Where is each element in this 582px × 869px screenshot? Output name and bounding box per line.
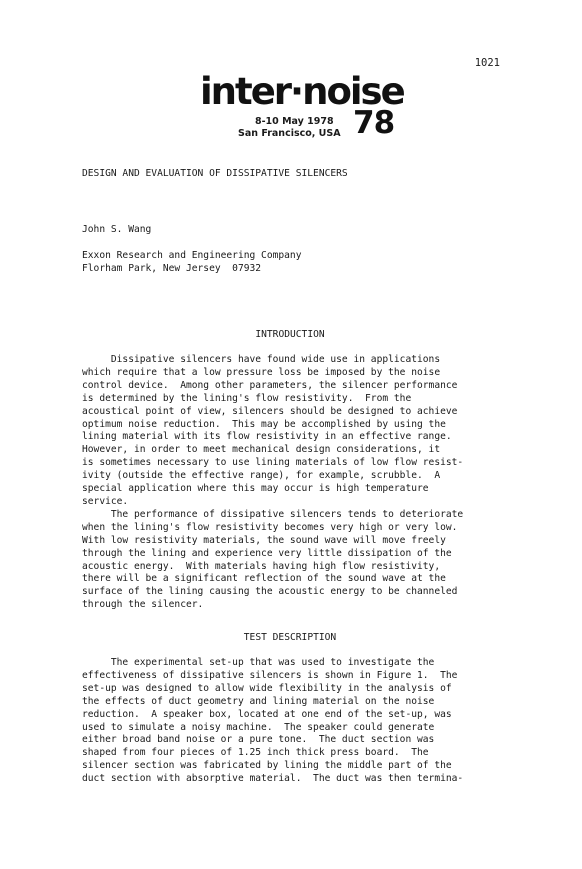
text-line: the effects of duct geometry and lining material on the noise xyxy=(82,695,435,707)
paragraph xyxy=(82,354,502,612)
text-line: With low resistivity materials, the sound wave will move freely xyxy=(82,534,446,546)
text-line: acoustical point of view, silencers should be designed to achieve xyxy=(82,405,458,417)
paragraph xyxy=(82,657,502,786)
conference-logo xyxy=(200,70,404,170)
text-line: surface of the lining causing the acoustic energy to be channeled xyxy=(82,586,458,598)
text-line: The experimental set-up that was used to investigate the xyxy=(82,657,435,668)
text-line: there will be a significant reflection of the sound wave at the xyxy=(82,573,446,585)
author-name: John S. Wang xyxy=(82,224,152,235)
text-line: reduction. A speaker box, located at one end of the set-up, was xyxy=(82,708,452,720)
logo-wordmark: inter·noise xyxy=(200,70,404,113)
text-line: shaped from four pieces of 1.25 inch thick press board. The xyxy=(82,747,429,759)
logo-year: 78 xyxy=(353,105,395,141)
text-line: through the silencer. xyxy=(82,599,204,611)
section-heading-introduction: INTRODUCTION xyxy=(255,329,325,340)
text-line: ivity (outside the effective range), for example, scrubble. A xyxy=(82,470,441,482)
text-line: acoustic energy. With materials having high flow resistivity, xyxy=(82,560,441,572)
text-line: The performance of dissipative silencers tends to deteriorate xyxy=(82,508,464,520)
text-line: However, in order to meet mechanical design considerations, it xyxy=(82,444,441,456)
text-line: silencer section was fabricated by lining the middle part of the xyxy=(82,760,452,772)
page-number: 1021 xyxy=(474,57,500,69)
text-line: either broad band noise or a pure tone. The duct section was xyxy=(82,734,435,746)
text-line: which require that a low pressure loss be imposed by the noise xyxy=(82,366,441,378)
text-line: when the lining's flow resistivity becomes very high or very low. xyxy=(82,521,458,533)
logo-dates: 8-10 May 1978 xyxy=(255,116,334,127)
text-line: set-up was designed to allow wide flexibility in the analysis of xyxy=(82,682,452,694)
text-line: lining material with its flow resistivity in an effective range. xyxy=(82,431,452,443)
text-line: is sometimes necessary to use lining materials of low flow resist- xyxy=(82,457,464,469)
text-line: is determined by the lining's flow resistivity. From the xyxy=(82,392,412,404)
section-heading-test-description: TEST DESCRIPTION xyxy=(243,632,337,643)
logo-location: San Francisco, USA xyxy=(238,128,341,139)
text-line: effectiveness of dissipative silencers is shown in Figure 1. The xyxy=(82,669,458,681)
paper-title: DESIGN AND EVALUATION OF DISSIPATIVE SILENCERS xyxy=(82,168,348,179)
text-line: service. xyxy=(82,495,129,507)
text-line: duct section with absorptive material. The duct was then termina- xyxy=(82,773,464,785)
text-line: optimum noise reduction. This may be accomplished by using the xyxy=(82,418,446,430)
text-line: used to simulate a noisy machine. The speaker could generate xyxy=(82,721,435,733)
text-line: special application where this may occur is high temperature xyxy=(82,483,429,495)
affiliation-organization: Exxon Research and Engineering Company xyxy=(82,250,302,261)
affiliation-address: Florham Park, New Jersey 07932 xyxy=(82,263,262,274)
text-line: through the lining and experience very little dissipation of the xyxy=(82,547,452,559)
text-line: control device. Among other parameters, the silencer performance xyxy=(82,379,458,391)
text-line: Dissipative silencers have found wide use in applications xyxy=(82,354,441,365)
